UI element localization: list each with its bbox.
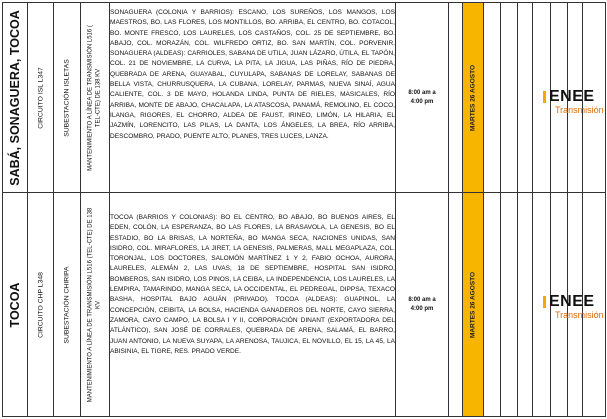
- affected-areas-cell: TOCOA (BARRIOS Y COLONIAS): BO EL CENTRO, BO ABAJO, BO BUENOS AIRES, EL EDEN, COLÓN, LA ESPERANZA, BO LAS FLORES, LA BRASAVOLA, LA GENESIS, BO EL ESTADIO, BO LA BRISAS, LA NORTEÑA, BO MANGA SECA, NACIONES UNIDAS, SAN ISIDRO, COL. MIRAFLORES, LA JIRET, LA GENESIS, PALMERAS, MALL MEGAPLAZA, COL. TORONJAL, LOS DOCTORES, SALOMÓN MARTÍNEZ 1 Y 2, FABIO OCHOA, AURORA, LAURELES, ALEMÁN 2, LAS UVAS, 18 DE SEPTIEMBRE, HOSPITAL SAN ISIDRO, BOMBEROS, SAN ISIDRO, LOS PINOS, LA CEIBA, LA INDEPENDENCIA, LOS LAURELES, LA LEMPIRA, TAMARINDO, MANGA SECA, LA OCCIDENTAL, EL PEDREGAL, DIPPSA, TEXACO BASHA, HOSPITAL BAJO AGUÁN (PRIVADO). TOCOA (ALDEAS): GUAPINOL, LA CONCEPCIÓN, CEIBITA, LA BOLSA, HACIENDA GANADEROS DEL NORTE, CAYO SIERRA, ZAMORA, CAYO CAMPO, LA BOLSA I Y II, CORPORACIÓN DINANT (EXPORTADORA DEL ATLÁNTICO), SAN JOSÉ DE CORRALES, QUEBRADA DE ARENA, SALAMÁ, EL BARRO, JUAN ANTONIO, LA NUEVA SUYAPA, LA ARENOSA, TAUJICA, EL NOVILLO, EL 15, LA 45, LA ABISINIA, EL TIGRE, RES. PRADO VERDE.: [110, 193, 396, 417]
- time-cell: [396, 193, 449, 417]
- substation-cell: [54, 193, 81, 417]
- work-label: MANTENIMIENTO A LÍNEA DE TRANSMISIÓN L516 ( TEL-CTE) DE 138 KV: [87, 24, 101, 171]
- empty-cell: [501, 193, 518, 417]
- zone-label: TOCOA: [8, 282, 22, 327]
- logo-bar-icon: [543, 296, 546, 308]
- table-row: [3, 193, 606, 417]
- circuit-label: CIRCUITO ISL L347: [37, 66, 44, 129]
- logo-subtitle: Transmisión: [555, 105, 604, 115]
- enee-logo: [543, 291, 605, 325]
- date-cell: [463, 3, 484, 193]
- date-cell: [463, 193, 484, 417]
- enee-logo: [543, 86, 605, 120]
- substation-label: SUBESTACIÓN ISLETAS: [63, 58, 71, 137]
- empty-cell: [484, 3, 501, 193]
- outage-table: [2, 2, 606, 417]
- substation-cell: [54, 3, 81, 193]
- logo-subtitle: Transmisión: [555, 310, 604, 320]
- empty-cell: [449, 193, 463, 417]
- zone-cell: [3, 3, 28, 193]
- empty-cell: [484, 193, 501, 417]
- affected-areas-cell: SONAGUERA (COLONIA Y BARRIOS): ESCANO, LOS SUREÑOS, LOS MANGOS, LOS MAESTROS, BO. LAS FLORES, LOS MONTILLOS, BO. ARRIBA, EL CENTRO, BO. COTACOL, BO. MONTE FRESCO, LOS LAURELES, LOS CASTAÑOS, COL. 25 DE SEPTIEMBRE, BO. ABAJO, COL. MORAZÁN, COL. WILFREDO ORTIZ, BO. SAN MARTÍN, COL. PORVENIR. SONAGUERA (ALDEAS): CARRIOLES, SABANA DE UTILA, JUAN LÁZARO, ÚTILA, EL TAPÓN, COL. 21 DE NOVIEMBRE, LA CURVA, LA PITA, LA JIGUA, LAS PIÑAS, RÍO DE PIEDRA, QUEBRADA DE ARENA, GUAYABAL, CUYULAPA, SABANAS DE LORELAY, SABANAS DE BELLA VISTA, CHURRUSQUERA, LA CUBANA, LORELAY, PARMAS, NUEVA SINAÍ, AGUA CALIENTE, COL. 3 DE MAYO, HOLANDA LINDA, PUNTA DE RIELES, MASICALES, RÍO ARRIBA, MONTE DE ABAJO, CHACALAPA, LA ATASCOSA, PANAMÁ, REMOLINO, EL COCO, ILANGA, RIGORES, EL CHORRO, ALDEA DE FAUST, IRINEO, LIMÓN, LA HILARIA, EL JAZMÍN, LORENCITO, LAS PILAS, LA DANTA, LOS ÁNGELES, LA BREA, RÍO ARRIBA, DESCOMBRO, PRADO, PUENTE ALTO, PLANES, TRES LUCES, LANZA.: [110, 3, 396, 193]
- circuit-label: CIRCUITO CHP L348: [37, 271, 44, 338]
- circuit-cell: [28, 3, 54, 193]
- logo-bar-icon: [543, 91, 546, 103]
- time-start: 8:00 am a: [408, 89, 436, 96]
- date-label: MARTES 26 AGOSTO: [469, 271, 477, 338]
- time-end: 4:00 pm: [410, 98, 434, 105]
- table-row: [3, 3, 606, 193]
- date-label: MARTES 26 AGOSTO: [469, 64, 477, 131]
- empty-cell: [501, 3, 518, 193]
- logo-mark: ENEE: [549, 293, 595, 310]
- substation-label: SUBESTACIÓN CHIRIPA: [63, 265, 71, 344]
- time-start: 8:00 am a: [408, 296, 436, 303]
- work-cell: [81, 3, 110, 193]
- time-end: 4:00 pm: [410, 305, 434, 312]
- logo-mark: ENEE: [549, 88, 595, 105]
- empty-cell: [518, 193, 533, 417]
- zone-label: SABÁ, SONAGUERA, TOCOA: [8, 9, 22, 186]
- work-cell: [81, 193, 110, 417]
- circuit-cell: [28, 193, 54, 417]
- empty-cell: [449, 3, 463, 193]
- zone-cell: [3, 193, 28, 417]
- empty-cell: [518, 3, 533, 193]
- work-label: MANTENIMIENTO A LÍNEA DE TRANSMISIÓN L516 (TEL-CTE) DE 138 KV: [87, 207, 101, 402]
- time-cell: [396, 3, 449, 193]
